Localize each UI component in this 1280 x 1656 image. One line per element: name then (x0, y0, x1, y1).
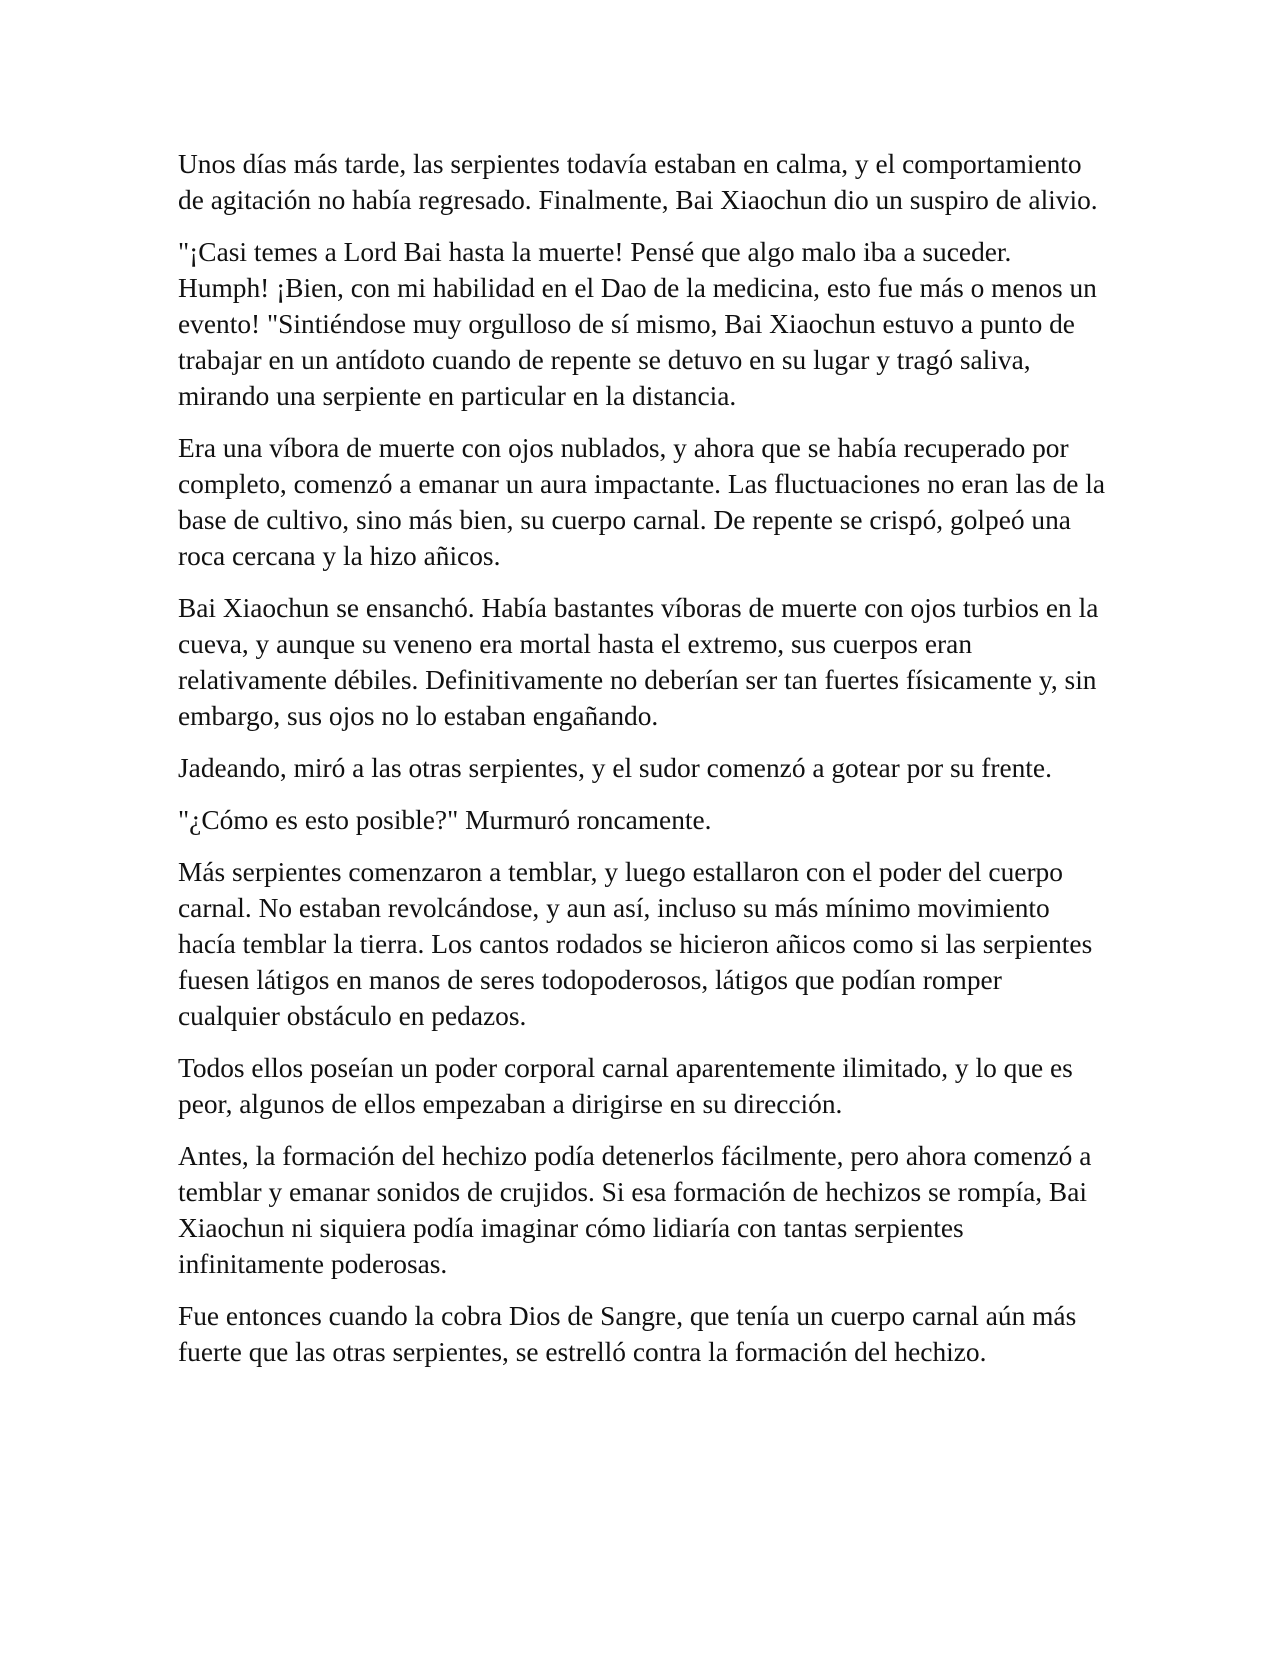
paragraph-7: Más serpientes comenzaron a temblar, y luego estallaron con el poder del cuerpo carnal. No estaban revolcándose, y aun así, incluso su más mínimo movimiento hacía temblar la tierra. Los cantos rodados se hicieron añicos como si las serpientes fuesen látigos en manos de seres todopoderosos, látigos que podían romper cualquier obstáculo en pedazos. (178, 857, 1093, 1031)
document-body (178, 146, 1108, 1386)
paragraph-8: Todos ellos poseían un poder corporal carnal aparentemente ilimitado, y lo que es peor, algunos de ellos empezaban a dirigirse en su dirección. (178, 1053, 1073, 1119)
paragraph-3: Era una víbora de muerte con ojos nublados, y ahora que se había recuperado por completo, comenzó a emanar un aura impactante. Las fluctuaciones no eran las de la base de cultivo, sino más bien, su cuerpo carnal. De repente se crispó, golpeó una roca cercana y la hizo añicos. (178, 433, 1106, 571)
paragraph-6: "¿Cómo es esto posible?" Murmuró roncamente. (178, 805, 712, 835)
paragraph-2: "¡Casi temes a Lord Bai hasta la muerte! Pensé que algo malo iba a suceder. Humph! ¡Bien, con mi habilidad en el Dao de la medicina, esto fue más o menos un evento! "Sintiéndose muy orgulloso de sí mismo, Bai Xiaochun estuvo a punto de trabajar en un antídoto cuando de repente se detuvo en su lugar y tragó saliva, mirando una serpiente en particular en la distancia. (178, 237, 1097, 411)
paragraph-1: Unos días más tarde, las serpientes todavía estaban en calma, y el comportamiento de agitación no había regresado. Finalmente, Bai Xiaochun dio un suspiro de alivio. (178, 149, 1098, 215)
paragraph-9: Antes, la formación del hechizo podía detenerlos fácilmente, pero ahora comenzó a temblar y emanar sonidos de crujidos. Si esa formación de hechizos se rompía, Bai Xiaochun ni siquiera podía imaginar cómo lidiaría con tantas serpientes infinitamente poderosas. (178, 1141, 1092, 1279)
paragraph-4: Bai Xiaochun se ensanchó. Había bastantes víboras de muerte con ojos turbios en la cueva, y aunque su veneno era mortal hasta el extremo, sus cuerpos eran relativamente débiles. Definitivamente no deberían ser tan fuertes físicamente y, sin embargo, sus ojos no lo estaban engañando. (178, 593, 1099, 731)
paragraph-5: Jadeando, miró a las otras serpientes, y el sudor comenzó a gotear por su frente. (178, 753, 1052, 783)
paragraph-10: Fue entonces cuando la cobra Dios de Sangre, que tenía un cuerpo carnal aún más fuerte que las otras serpientes, se estrelló contra la formación del hechizo. (178, 1301, 1077, 1367)
